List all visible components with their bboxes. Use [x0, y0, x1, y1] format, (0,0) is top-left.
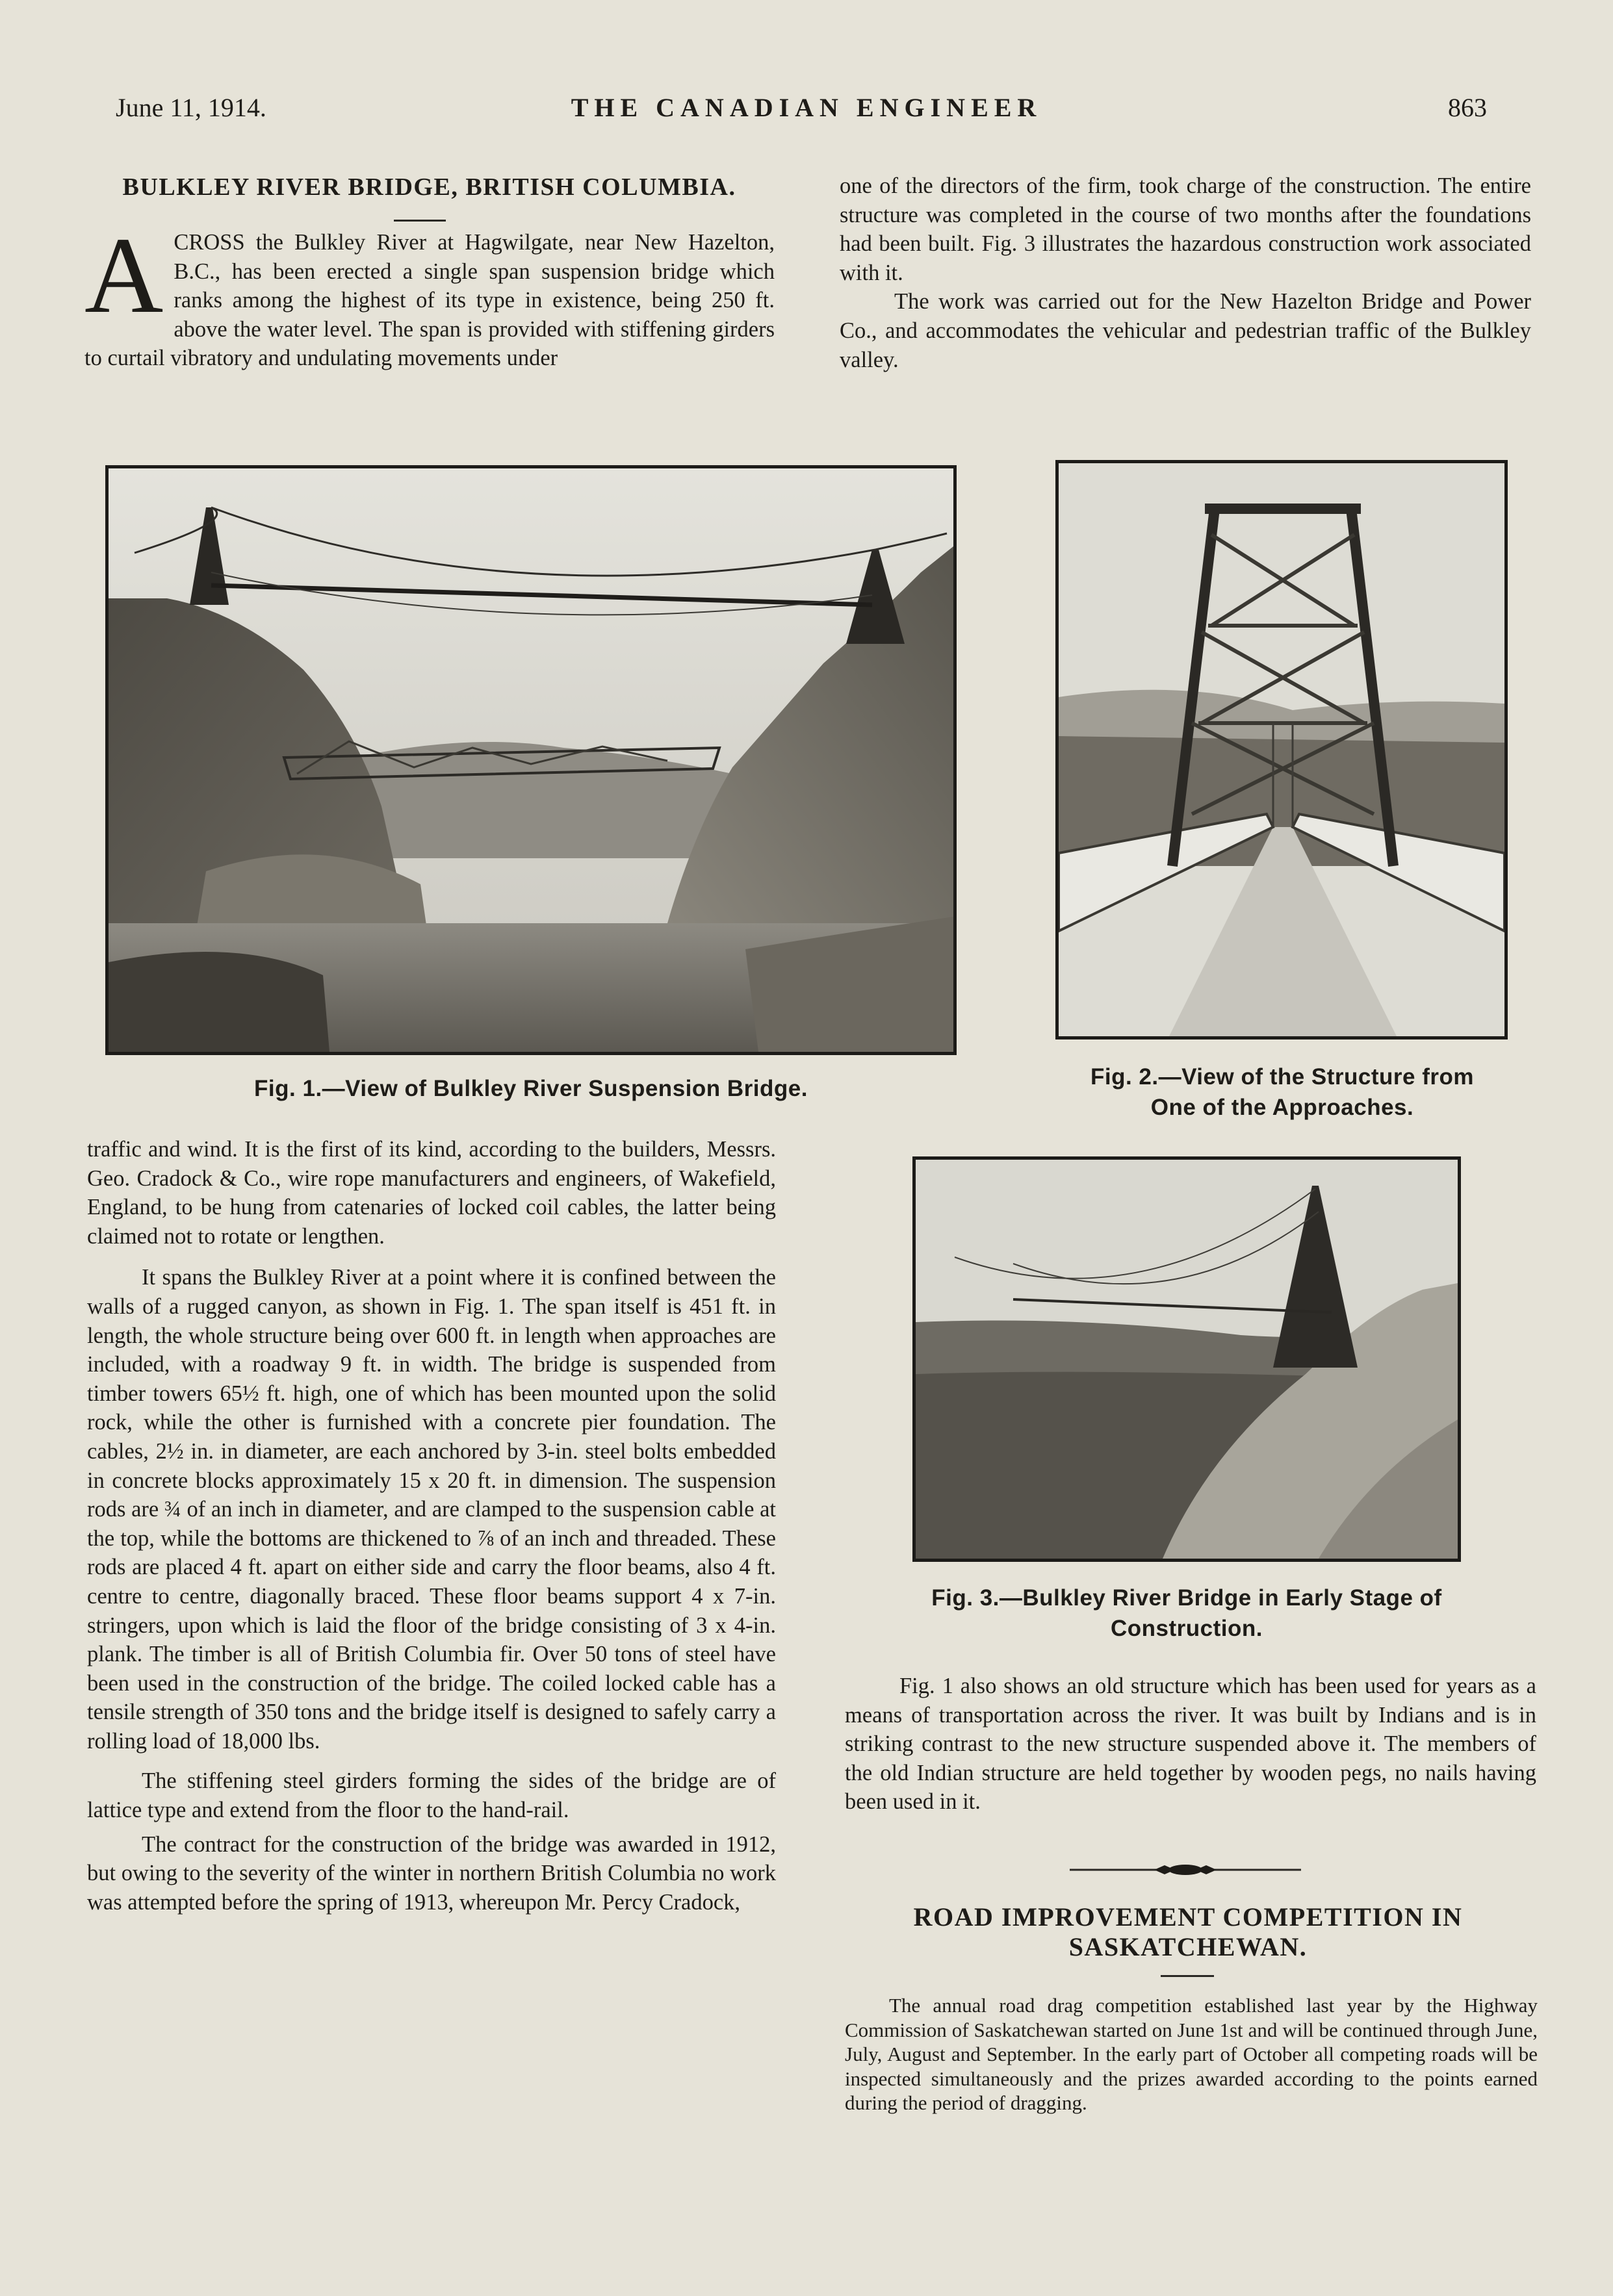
article-title: BULKLEY RIVER BRIDGE, BRITISH COLUMBIA.: [122, 173, 736, 201]
right-top-text: [840, 172, 1531, 374]
figure-2-photo: [1055, 460, 1508, 1040]
article-2-body: The annual road drag competition established last year by the Highway Commission of Saskatchewan started on June 1st and will be continued through June, July, August and September. In the early part of October all competing roads will be inspected simultaneously and the prizes awarded according to the points earned during the period of dragging.: [845, 1994, 1538, 2114]
article-2-title: [838, 1902, 1538, 1962]
figure-2-caption-line: Fig. 2.—View of the Structure from: [1090, 1064, 1475, 1090]
header-title: THE CANADIAN ENGINEER: [571, 93, 1042, 122]
ornamental-divider: [1070, 1862, 1301, 1878]
figure-1-caption: Fig. 1.—View of Bulkley River Suspension Bridge.: [254, 1076, 808, 1101]
paragraph: The work was carried out for the New Hazelton Bridge and Power Co., and accommodates the vehicular and pedestrian traffic of the Bulkley valley.: [840, 289, 1531, 372]
paragraph: The stiffening steel girders forming the sides of the bridge are of lattice type and extend from the floor to the hand-rail.: [87, 1768, 776, 1823]
intro-text: CROSS the Bulkley River at Hagwilgate, near New Hazelton, B.C., has been erected a single span suspension bridge which ranks among the highest of its type in existence, being 250 ft. above the water level. The span is provided with stiffening girders to curtail vibratory and undulating movements under: [84, 230, 775, 371]
figure-3-photo: [912, 1156, 1461, 1562]
article-2-title-line: ROAD IMPROVEMENT COMPETITION IN: [913, 1902, 1463, 1932]
left-column-body: [87, 1135, 776, 1917]
figure-3-caption-line: Construction.: [1111, 1616, 1263, 1641]
figure-3-caption: [890, 1583, 1483, 1644]
paragraph: The contract for the construction of the bridge was awarded in 1912, but owing to the severity of the winter in northern British Columbia no work was attempted before the spring of 1913, whereupon Mr. Percy Cradock,: [87, 1831, 776, 1915]
drop-cap: A: [84, 215, 164, 336]
bridge-approach-illustration: [1059, 463, 1504, 1036]
construction-stage-illustration: [916, 1160, 1458, 1559]
figure-1-photo: [105, 465, 957, 1055]
paragraph: traffic and wind. It is the first of its kind, according to the builders, Messrs. Geo. Cradock & Co., wire rope manufacturers and engineers, of Wakefield, England, to be hung from catenaries of locked coil cables, the latter being claimed not to rotate or lengthen.: [87, 1137, 776, 1249]
intro-paragraph: [84, 215, 775, 373]
page-number: 863: [1448, 93, 1487, 122]
figure-2-caption-line: One of the Approaches.: [1150, 1095, 1414, 1120]
title-rule: [394, 220, 446, 222]
suspension-bridge-illustration: [109, 468, 953, 1052]
figure-2-caption: [1040, 1062, 1525, 1123]
header-date: June 11, 1914.: [116, 93, 266, 122]
figure-3-caption-line: Fig. 3.—Bulkley River Bridge in Early Stage of: [931, 1585, 1442, 1611]
paragraph: It spans the Bulkley River at a point where it is confined between the walls of a rugged canyon, as shown in Fig. 1. The span itself is 451 ft. in length, the whole structure being over 600 ft. in length when approaches are included, with a roadway 9 ft. in width. The bridge is suspended from timber towers 65½ ft. high, one of which has been mounted upon the solid rock, while the other is furnished with a concrete pier foundation. The cables, 2½ in. in diameter, are each anchored by 3-in. steel bolts embedded in concrete blocks approximately 15 x 20 ft. in dimension. The suspension rods are ¾ of an inch in diameter, and are clamped to the suspension cable at the top, while the bottoms are thickened to ⅞ of an inch and threaded. These rods are placed 4 ft. apart on either side and carry the floor beams, also 4 ft. centre to centre, diagonally braced. These floor beams support 4 x 7-in. stringers, upon which is laid the floor of the bridge consisting of 3 x 4-in. plank. The timber is all of British Columbia fir. Over 50 tons of steel have been used in the construction of the bridge. The coiled locked cable has a tensile strength of 350 tons and the bridge itself is designed to safely carry a rolling load of 18,000 lbs.: [87, 1265, 776, 1754]
article-2-title-line: SASKATCHEWAN.: [1068, 1932, 1308, 1961]
paragraph: Fig. 1 also shows an old structure which has been used for years as a means of transportation across the river. It was built by Indians and is in striking contrast to the new structure suspended above it. The members of the old Indian structure are held together by wooden pegs, no nails having been used in it.: [845, 1674, 1536, 1815]
paragraph: one of the directors of the firm, took charge of the construction. The entire structure was completed in the course of two months after the foundations had been built. Fig. 3 illustrates the hazardous construction work associated with it.: [840, 173, 1531, 285]
right-column-body: [845, 1672, 1536, 1817]
article-2-rule: [1161, 1975, 1214, 1977]
